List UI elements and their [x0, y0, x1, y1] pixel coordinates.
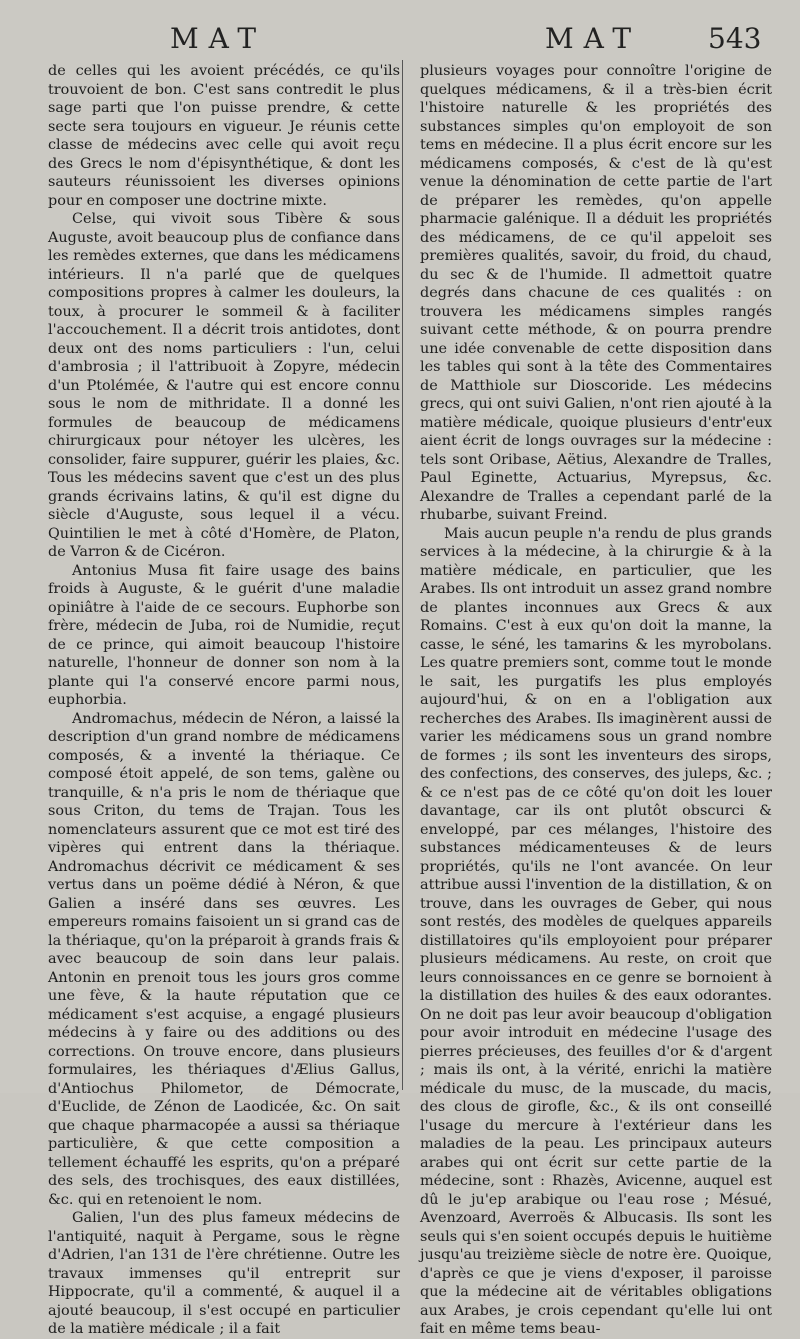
running-head-left: MAT [170, 22, 267, 55]
running-head-right: MAT [545, 22, 642, 55]
paragraph: Celse, qui vivoit sous Tibère & sous Auguste, avoit beaucoup plus de confiance dans les remèdes externes, que dans les médicamens intérieurs. Il n'a parlé que de quelques compositions propres à calmer les douleurs, la toux, à procurer le sommeil & à faciliter l'accouchement. Il a décrit trois antidotes, dont deux ont des noms particuliers : l'un, celui d'ambrosia ; il l'attribuoit à Zopyre, médecin d'un Ptolémée, & l'autre qui est encore connu sous le nom de mithridate. Il a donné les formules de beaucoup de médicamens chirurgicaux pour nétoyer les ulcères, les consolider, faire suppurer, guérir les plaies, &c. Tous les médecins savent que c'est un des plus grands écrivains latins, & qu'il est digne du siècle d'Auguste, sous lequel il a vécu. Quintilien le met à côté d'Homère, de Platon, de Varron & de Cicéron. [48, 211, 400, 560]
paragraph: Galien, l'un des plus fameux médecins de l'antiquité, naquit à Pergame, sous le règne d'Adrien, l'an 131 de l'ère chrétienne. Outre les travaux immenses qu'il entreprit sur Hippocrate, qu'il a commenté, & auquel il a ajouté beaucoup, il s'est occupé en particulier de la matière médicale ; il a fait [48, 1210, 400, 1337]
paragraph: plusieurs voyages pour connoître l'origine de quelques médicamens, & il a très-bien écrit l'histoire naturelle & les propriétés des substances simples qu'on employoit de son tems en médecine. Il a plus écrit encore sur les médicamens composés, & c'est de là qu'est venue la dénomination de cette partie de l'art de préparer les remèdes, qu'on appelle pharmacie galénique. Il a déduit les propriétés des médicamens, de ce qu'il appeloit ses premières qualités, savoir, du froid, du chaud, du sec & de l'humide. Il admettoit quatre degrés dans chacune de ces qualités : on trouvera les médicamens simples rangés suivant cette méthode, & on pourra prendre une idée convenable de cette disposition dans les tables qui sont à la tête des Commentaires de Matthiole sur Dioscoride. Les médecins grecs, qui ont suivi Galien, n'ont rien ajouté à la matière médicale, quoique plusieurs d'entr'eux aient écrit de longs ouvrages sur la médecine : tels sont Oribase, Aëtius, Alexandre de Tralles, Paul Eginette, Actuarius, Myrepsus, &c. Alexandre de Tralles a cependant parlé de la rhubarbe, suivant Freind. [420, 63, 772, 523]
paragraph: Mais aucun peuple n'a rendu de plus grands services à la médecine, à la chirurgie & à la matière médicale, en particulier, que les Arabes. Ils ont introduit un assez grand nombre de plantes inconnues aux Grecs & aux Romains. C'est à eux qu'on doit la manne, la casse, le séné, les tamarins & les myrobolans. Les quatre premiers sont, comme tout le monde le sait, les purgatifs les plus employés aujourd'hui, & on en a l'obligation aux recherches des Arabes. Ils imaginèrent aussi de varier les médicamens sous un grand nombre de formes ; ils sont les inventeurs des sirops, des confections, des conserves, des juleps, &c. ; & ce n'est pas de ce côté qu'on doit les louer davantage, car ils ont plutôt obscurci & enveloppé, par ces mélanges, l'histoire des substances médicamenteuses & de leurs propriétés, qu'ils ne l'ont avancée. On leur attribue aussi l'invention de la distillation, & on trouve, dans les ouvrages de Geber, qui nous sont restés, des modèles de quelques appareils distillatoires qu'ils employoient pour préparer plusieurs médicamens. Au reste, on croit que leurs connoissances en ce genre se bornoient à la distillation des huiles & des eaux odorantes. On ne doit pas leur avoir beaucoup d'obligation pour avoir introduit en médecine l'usage des pierres précieuses, des feuilles d'or & d'argent ; mais ils ont, à la vérité, enrichi la matière médicale du musc, de la muscade, du macis, des clous de girofle, &c., & ils ont conseillé l'usage du mercure à l'extérieur dans les maladies de la peau. Les principaux auteurs arabes qui ont écrit sur cette partie de la médecine, sont : Rhazès, Avicenne, auquel est dû le ju'ep arabique ou l'eau rose ; Mésué, Avenzoard, Averroës & Albucasis. Ils sont les seuls qui s'en soient occupés depuis le huitième jusqu'au treizième siècle de notre ère. Quoique, d'après ce que je viens d'exposer, il paroisse que la médecine ait de véritables obligations aux Arabes, je crois cependant qu'elle lui ont fait en même tems beau- [420, 525, 772, 1337]
column-divider [402, 60, 403, 1090]
paragraph: Andromachus, médecin de Néron, a laissé la description d'un grand nombre de médicamens composés, & a inventé la thériaque. Ce composé étoit appelé, de son tems, galène ou tranquille, & n'a pris le nom de thériaque que sous Criton, du tems de Trajan. Tous les nomenclateurs assurent que ce mot est tiré des vipères qui entrent dans la thériaque. Andromachus décrivit ce médicament & ses vertus dans un poëme dédié à Néron, & que Galien a inséré dans ses œuvres. Les empereurs romains faisoient un si grand cas de la thériaque, qu'on la préparoit à grands frais & avec beaucoup de soin dans leur palais. Antonin en prenoit tous les jours gros comme une fève, & la haute réputation que ce médicament s'est acquise, a engagé plusieurs médecins à y faire ou des additions ou des corrections. On trouve encore, dans plusieurs formulaires, les thériaques d'Ælius Gallus, d'Antiochus Philometor, de Démocrate, d'Euclide, de Zénon de Laodicée, &c. On sait que chaque pharmacopée a aussi sa thériaque particulière, & que cette composition a tellement échauffé les esprits, qu'on a préparé des sels, des trochisques, des eaux distillées, &c. qui en retenoient le nom. [48, 710, 400, 1208]
paragraph: de celles qui les avoient précédés, ce qu'ils trouvoient de bon. C'est sans contredit le plus sage parti que l'on puisse prendre, & cette secte sera toujours en vigueur. Je réunis cette classe de médecins avec celle qui avoit reçu des Grecs le nom d'épisynthétique, & dont les sauteurs réunissoient les diverses opinions pour en composer une doctrine mixte. [48, 63, 400, 209]
right-column [420, 62, 772, 1339]
page-number: 543 [708, 22, 762, 55]
left-column [48, 62, 400, 1339]
paragraph: Antonius Musa fit faire usage des bains froids à Auguste, & le guérit d'une maladie opiniâtre à l'aide de ce secours. Euphorbe son frère, médecin de Juba, roi de Numidie, reçut de ce prince, qui aimoit beaucoup l'histoire naturelle, l'honneur de donner son nom à la plante qui l'a conservé encore parmi nous, euphorbia. [48, 562, 400, 708]
